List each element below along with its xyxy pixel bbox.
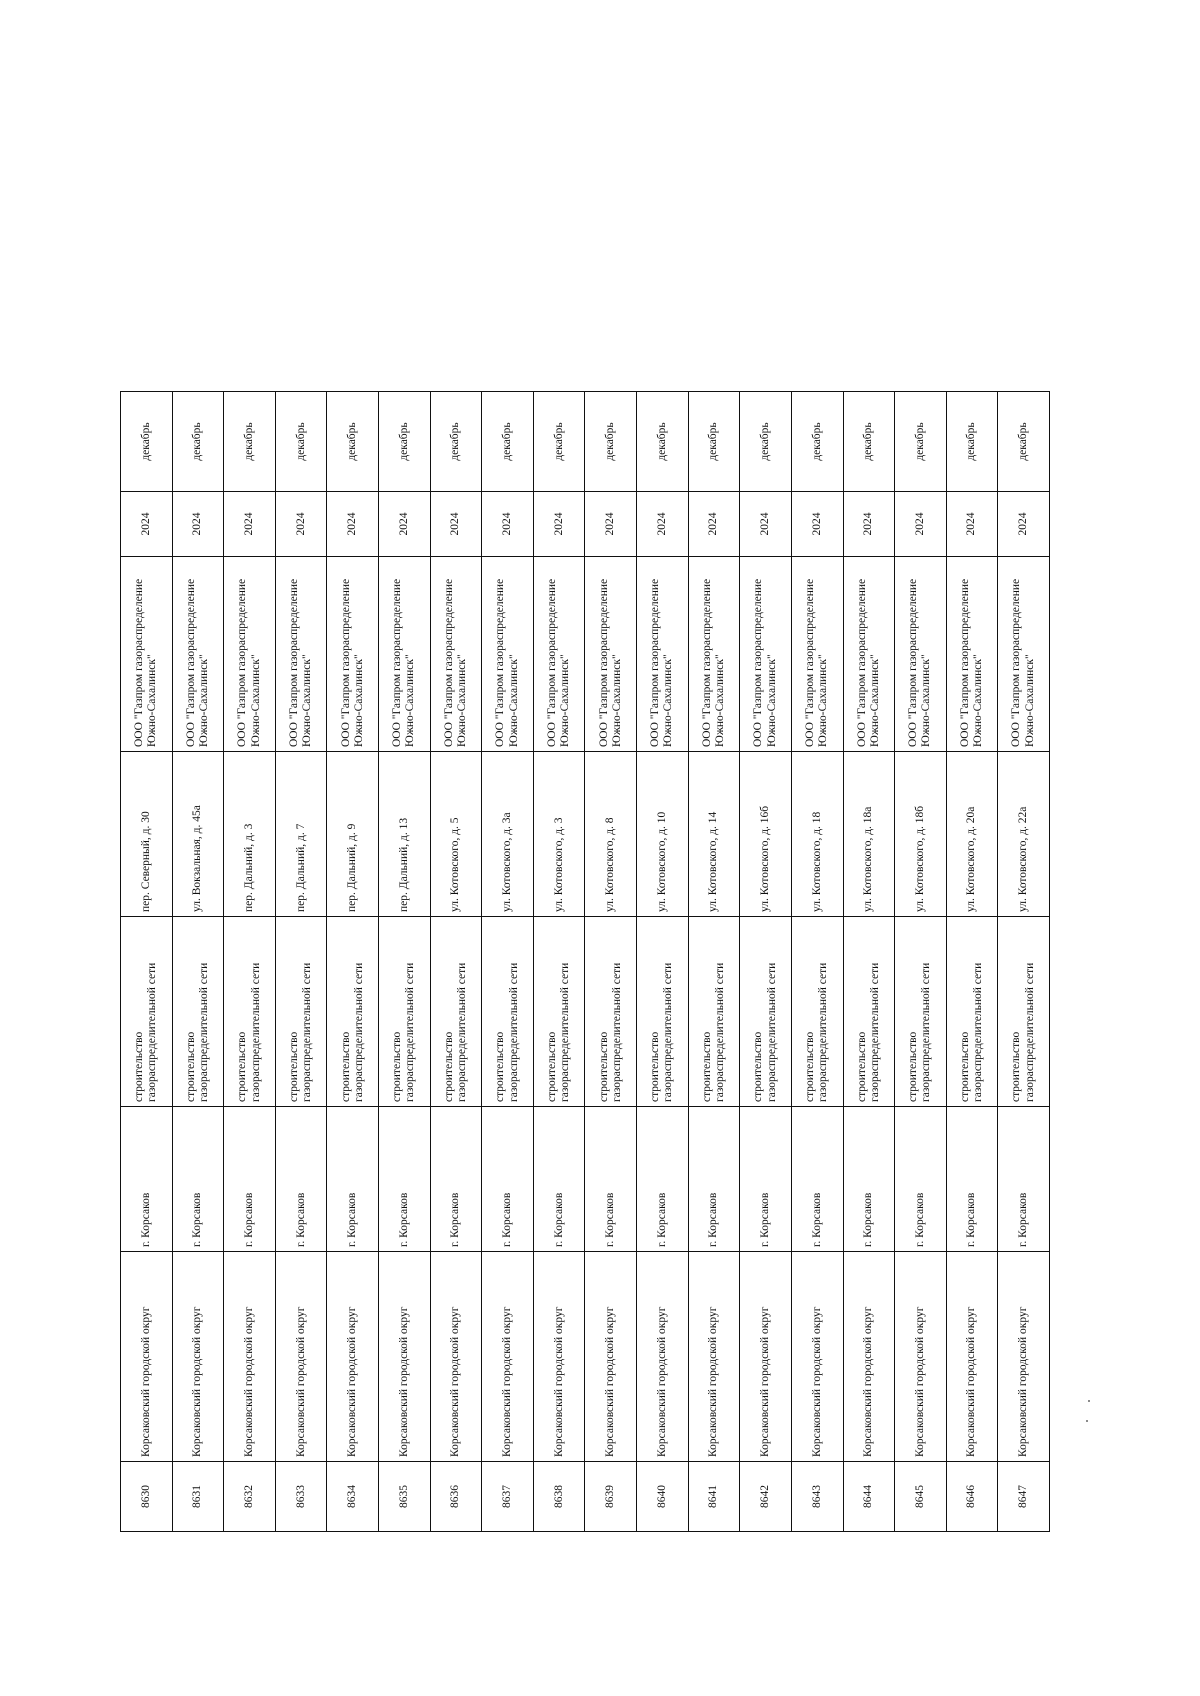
row-number: 8639 [585, 1462, 637, 1532]
district-cell: Корсаковский городской округ [688, 1252, 740, 1462]
month-cell: декабрь [791, 392, 843, 492]
work-type-cell: строительство газораспределительной сети [172, 917, 224, 1107]
table-row [275, 392, 327, 1532]
district-cell: Корсаковский городской округ [791, 1252, 843, 1462]
year-cell: 2024 [172, 492, 224, 557]
address-cell: ул. Котовского, д. 18 [791, 752, 843, 917]
row-number: 8636 [430, 1462, 482, 1532]
rotated-table-container [120, 392, 1050, 1532]
table-row [895, 392, 947, 1532]
month-cell: декабрь [327, 392, 379, 492]
year-cell: 2024 [895, 492, 947, 557]
year-cell: 2024 [482, 492, 534, 557]
table-row [688, 392, 740, 1532]
row-number: 8631 [172, 1462, 224, 1532]
district-cell: Корсаковский городской округ [275, 1252, 327, 1462]
work-type-cell: строительство газораспределительной сети [121, 917, 173, 1107]
district-cell: Корсаковский городской округ [895, 1252, 947, 1462]
district-cell: Корсаковский городской округ [224, 1252, 276, 1462]
table-row [998, 392, 1050, 1532]
address-cell: ул. Котовского, д. 16б [740, 752, 792, 917]
organization-cell: ООО "Газпром газораспределение Южно-Сахалинск" [533, 557, 585, 752]
district-cell: Корсаковский городской округ [585, 1252, 637, 1462]
organization-cell: ООО "Газпром газораспределение Южно-Сахалинск" [275, 557, 327, 752]
district-cell: Корсаковский городской округ [172, 1252, 224, 1462]
row-number: 8642 [740, 1462, 792, 1532]
month-cell: декабрь [275, 392, 327, 492]
work-type-cell: строительство газораспределительной сети [224, 917, 276, 1107]
row-number: 8634 [327, 1462, 379, 1532]
year-cell: 2024 [791, 492, 843, 557]
city-cell: г. Корсаков [740, 1107, 792, 1252]
row-number: 8641 [688, 1462, 740, 1532]
district-cell: Корсаковский городской округ [533, 1252, 585, 1462]
city-cell: г. Корсаков [224, 1107, 276, 1252]
row-number: 8646 [946, 1462, 998, 1532]
city-cell: г. Корсаков [327, 1107, 379, 1252]
address-cell: ул. Котовского, д. 3а [482, 752, 534, 917]
month-cell: декабрь [895, 392, 947, 492]
city-cell: г. Корсаков [585, 1107, 637, 1252]
organization-cell: ООО "Газпром газораспределение Южно-Сахалинск" [637, 557, 689, 752]
district-cell: Корсаковский городской округ [740, 1252, 792, 1462]
district-cell: Корсаковский городской округ [379, 1252, 431, 1462]
year-cell: 2024 [533, 492, 585, 557]
city-cell: г. Корсаков [430, 1107, 482, 1252]
organization-cell: ООО "Газпром газораспределение Южно-Сахалинск" [791, 557, 843, 752]
year-cell: 2024 [430, 492, 482, 557]
table-row [482, 392, 534, 1532]
address-cell: пер. Дальний, д. 13 [379, 752, 431, 917]
table-row [533, 392, 585, 1532]
district-cell: Корсаковский городской округ [637, 1252, 689, 1462]
city-cell: г. Корсаков [379, 1107, 431, 1252]
district-cell: Корсаковский городской округ [121, 1252, 173, 1462]
year-cell: 2024 [121, 492, 173, 557]
work-type-cell: строительство газораспределительной сети [895, 917, 947, 1107]
work-type-cell: строительство газораспределительной сети [998, 917, 1050, 1107]
organization-cell: ООО "Газпром газораспределение Южно-Сахалинск" [379, 557, 431, 752]
work-type-cell: строительство газораспределительной сети [275, 917, 327, 1107]
address-cell: пер. Дальний, д. 9 [327, 752, 379, 917]
table-row [637, 392, 689, 1532]
city-cell: г. Корсаков [688, 1107, 740, 1252]
organization-cell: ООО "Газпром газораспределение Южно-Сахалинск" [998, 557, 1050, 752]
table-row [843, 392, 895, 1532]
table-row [379, 392, 431, 1532]
work-type-cell: строительство газораспределительной сети [688, 917, 740, 1107]
year-cell: 2024 [946, 492, 998, 557]
month-cell: декабрь [172, 392, 224, 492]
table-body [121, 392, 1050, 1532]
address-cell: ул. Вокзальная, д. 45а [172, 752, 224, 917]
work-type-cell: строительство газораспределительной сети [533, 917, 585, 1107]
organization-cell: ООО "Газпром газораспределение Южно-Сахалинск" [585, 557, 637, 752]
work-type-cell: строительство газораспределительной сети [740, 917, 792, 1107]
organization-cell: ООО "Газпром газораспределение Южно-Сахалинск" [327, 557, 379, 752]
registry-table [120, 391, 1050, 1532]
year-cell: 2024 [843, 492, 895, 557]
address-cell: пер. Дальний, д. 3 [224, 752, 276, 917]
organization-cell: ООО "Газпром газораспределение Южно-Сахалинск" [946, 557, 998, 752]
row-number: 8632 [224, 1462, 276, 1532]
organization-cell: ООО "Газпром газораспределение Южно-Сахалинск" [482, 557, 534, 752]
address-cell: ул. Котовского, д. 18б [895, 752, 947, 917]
city-cell: г. Корсаков [791, 1107, 843, 1252]
table-row [946, 392, 998, 1532]
address-cell: ул. Котовского, д. 10 [637, 752, 689, 917]
row-number: 8635 [379, 1462, 431, 1532]
year-cell: 2024 [224, 492, 276, 557]
city-cell: г. Корсаков [275, 1107, 327, 1252]
year-cell: 2024 [585, 492, 637, 557]
address-cell: ул. Котовского, д. 5 [430, 752, 482, 917]
address-cell: ул. Котовского, д. 22а [998, 752, 1050, 917]
work-type-cell: строительство газораспределительной сети [482, 917, 534, 1107]
work-type-cell: строительство газораспределительной сети [843, 917, 895, 1107]
district-cell: Корсаковский городской округ [430, 1252, 482, 1462]
district-cell: Корсаковский городской округ [998, 1252, 1050, 1462]
organization-cell: ООО "Газпром газораспределение Южно-Сахалинск" [430, 557, 482, 752]
organization-cell: ООО "Газпром газораспределение Южно-Сахалинск" [121, 557, 173, 752]
city-cell: г. Корсаков [533, 1107, 585, 1252]
organization-cell: ООО "Газпром газораспределение Южно-Сахалинск" [843, 557, 895, 752]
month-cell: декабрь [430, 392, 482, 492]
month-cell: декабрь [482, 392, 534, 492]
organization-cell: ООО "Газпром газораспределение Южно-Сахалинск" [740, 557, 792, 752]
city-cell: г. Корсаков [121, 1107, 173, 1252]
row-number: 8633 [275, 1462, 327, 1532]
month-cell: декабрь [533, 392, 585, 492]
row-number: 8643 [791, 1462, 843, 1532]
organization-cell: ООО "Газпром газораспределение Южно-Сахалинск" [895, 557, 947, 752]
work-type-cell: строительство газораспределительной сети [430, 917, 482, 1107]
city-cell: г. Корсаков [482, 1107, 534, 1252]
organization-cell: ООО "Газпром газораспределение Южно-Сахалинск" [224, 557, 276, 752]
row-number: 8640 [637, 1462, 689, 1532]
organization-cell: ООО "Газпром газораспределение Южно-Сахалинск" [172, 557, 224, 752]
year-cell: 2024 [327, 492, 379, 557]
table-row [224, 392, 276, 1532]
table-row [791, 392, 843, 1532]
organization-cell: ООО "Газпром газораспределение Южно-Сахалинск" [688, 557, 740, 752]
work-type-cell: строительство газораспределительной сети [379, 917, 431, 1107]
month-cell: декабрь [843, 392, 895, 492]
city-cell: г. Корсаков [172, 1107, 224, 1252]
year-cell: 2024 [688, 492, 740, 557]
work-type-cell: строительство газораспределительной сети [327, 917, 379, 1107]
row-number: 8647 [998, 1462, 1050, 1532]
month-cell: декабрь [121, 392, 173, 492]
month-cell: декабрь [688, 392, 740, 492]
year-cell: 2024 [998, 492, 1050, 557]
year-cell: 2024 [275, 492, 327, 557]
work-type-cell: строительство газораспределительной сети [637, 917, 689, 1107]
year-cell: 2024 [379, 492, 431, 557]
district-cell: Корсаковский городской округ [482, 1252, 534, 1462]
year-cell: 2024 [740, 492, 792, 557]
work-type-cell: строительство газораспределительной сети [791, 917, 843, 1107]
city-cell: г. Корсаков [895, 1107, 947, 1252]
month-cell: декабрь [637, 392, 689, 492]
row-number: 8645 [895, 1462, 947, 1532]
address-cell: ул. Котовского, д. 8 [585, 752, 637, 917]
year-cell: 2024 [637, 492, 689, 557]
table-row [585, 392, 637, 1532]
address-cell: ул. Котовского, д. 14 [688, 752, 740, 917]
row-number: 8638 [533, 1462, 585, 1532]
month-cell: декабрь [946, 392, 998, 492]
table-row [121, 392, 173, 1532]
work-type-cell: строительство газораспределительной сети [585, 917, 637, 1107]
month-cell: декабрь [224, 392, 276, 492]
work-type-cell: строительство газораспределительной сети [946, 917, 998, 1107]
table-row [172, 392, 224, 1532]
table-row [430, 392, 482, 1532]
city-cell: г. Корсаков [637, 1107, 689, 1252]
district-cell: Корсаковский городской округ [327, 1252, 379, 1462]
city-cell: г. Корсаков [998, 1107, 1050, 1252]
address-cell: ул. Котовского, д. 20а [946, 752, 998, 917]
address-cell: ул. Котовского, д. 3 [533, 752, 585, 917]
month-cell: декабрь [740, 392, 792, 492]
address-cell: пер. Северный, д. 30 [121, 752, 173, 917]
scan-speck [1086, 1420, 1088, 1422]
month-cell: декабрь [379, 392, 431, 492]
address-cell: пер. Дальний, д. 7 [275, 752, 327, 917]
month-cell: декабрь [585, 392, 637, 492]
table-row [327, 392, 379, 1532]
city-cell: г. Корсаков [843, 1107, 895, 1252]
row-number: 8637 [482, 1462, 534, 1532]
row-number: 8630 [121, 1462, 173, 1532]
district-cell: Корсаковский городской округ [946, 1252, 998, 1462]
city-cell: г. Корсаков [946, 1107, 998, 1252]
scan-speck [1088, 1400, 1090, 1402]
table-row [740, 392, 792, 1532]
row-number: 8644 [843, 1462, 895, 1532]
district-cell: Корсаковский городской округ [843, 1252, 895, 1462]
month-cell: декабрь [998, 392, 1050, 492]
address-cell: ул. Котовского, д. 18а [843, 752, 895, 917]
